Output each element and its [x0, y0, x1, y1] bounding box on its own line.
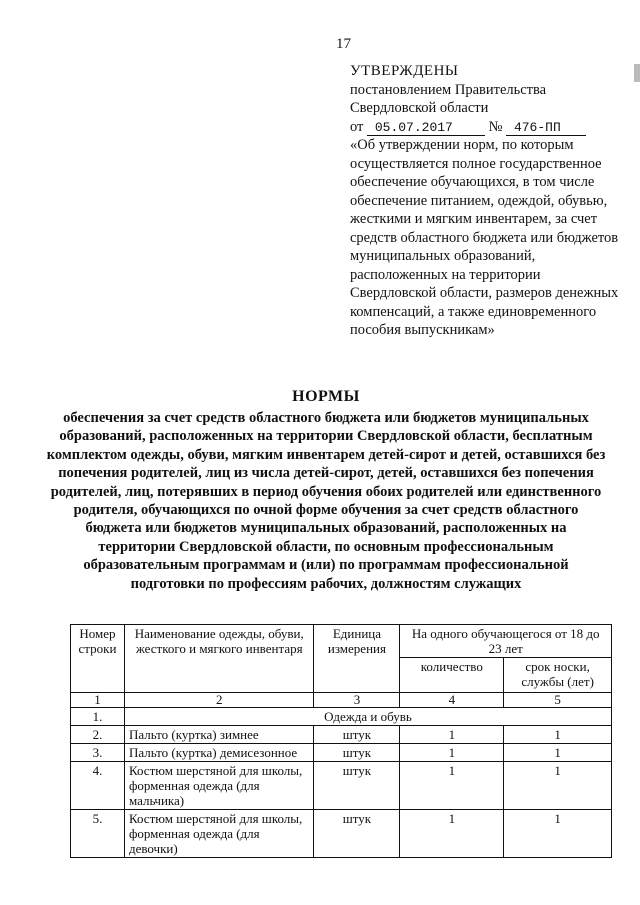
row-item-name: Пальто (куртка) зимнее: [124, 726, 314, 744]
table-row: [71, 726, 612, 744]
row-quantity: 1: [400, 726, 504, 744]
approval-line-2: Свердловской области: [350, 100, 489, 116]
row-number: 3.: [71, 744, 125, 762]
row-number: 2.: [71, 726, 125, 744]
row-item-name: Костюм шерстяной для школы, форменная одежда (для мальчика): [124, 762, 314, 810]
column-index: 4: [400, 693, 504, 708]
approval-line-1: постановлением Правительства: [350, 81, 547, 98]
header-per-student: На одного обучающегося от 18 до 23 лет: [400, 625, 612, 658]
document-title: НОРМЫ: [292, 388, 360, 405]
page-number: 17: [336, 36, 351, 52]
document-title-block: [40, 388, 612, 593]
row-wear-period: 1: [504, 744, 612, 762]
row-quantity: 1: [400, 744, 504, 762]
header-wear-period: срок носки, службы (лет): [504, 658, 612, 693]
column-index: 1: [71, 693, 125, 708]
table-row: [71, 762, 612, 810]
table-header-row: [71, 625, 612, 658]
header-row-number: Номер строки: [71, 625, 125, 693]
column-index-row: [71, 693, 612, 708]
header-item-name: Наименование одежды, обуви, жесткого и мягкого инвентаря: [124, 625, 314, 693]
scan-edge-mark: [634, 64, 640, 82]
row-unit: штук: [314, 762, 400, 810]
header-quantity: количество: [400, 658, 504, 693]
document-subtitle: обеспечения за счет средств областного бюджета или бюджетов муниципальных образований, расположенных на территории Свердловской области, бесплатным комплектом одежды, обуви, мягким инвентарем детей-сирот и детей, оставшихся без попечения родителей, лиц из числа детей-сирот, детей, оставшихся без попечения родителей, лиц, потерявших в период обучения обоих родителей или единственного родителя, обучающихся по очной форме обучения за счет средств областного бюджета или бюджетов муниципальных образований, расположенных на территории Свердловской области, по основным профессиональным образовательным программам и (или) по программам профессиональной подготовки по профессиям рабочих, должностям служащих: [46, 410, 606, 592]
row-number: 5.: [71, 810, 125, 858]
column-index: 5: [504, 693, 612, 708]
row-wear-period: 1: [504, 762, 612, 810]
approval-heading: УТВЕРЖДЕНЫ: [350, 63, 459, 79]
table-row: [71, 810, 612, 858]
column-index: 3: [314, 693, 400, 708]
row-quantity: 1: [400, 810, 504, 858]
approval-stamp: [350, 62, 620, 340]
row-number: 4.: [71, 762, 125, 810]
norms-table: [70, 624, 612, 858]
row-item-name: Пальто (куртка) демисезонное: [124, 744, 314, 762]
row-unit: штук: [314, 810, 400, 858]
header-unit: Единица измерения: [314, 625, 400, 693]
row-item-name: Костюм шерстяной для школы, форменная одежда (для девочки): [124, 810, 314, 858]
approval-date-line: [350, 118, 620, 137]
approval-date: 05.07.2017: [367, 121, 485, 136]
number-prefix: №: [488, 118, 503, 135]
table-row: [71, 744, 612, 762]
resolution-title: «Об утверждении норм, по которым осуществляется полное государственное обеспечение обучающихся, в том числе обеспечение питанием, одеждой, обувью, жесткими и мягким инвентарем, за счет средств областного бюджета или бюджетов муниципальных образований, расположенных на территории Свердловской области, размеров денежных компенсаций, а также единовременного пособия выпускникам»: [350, 137, 619, 338]
date-prefix: от: [350, 118, 364, 135]
row-quantity: 1: [400, 762, 504, 810]
section-label: Одежда и обувь: [124, 708, 611, 726]
section-row: [71, 708, 612, 726]
approval-number: 476-ПП: [506, 121, 586, 136]
column-index: 2: [124, 693, 314, 708]
row-unit: штук: [314, 744, 400, 762]
row-unit: штук: [314, 726, 400, 744]
section-number: 1.: [71, 708, 125, 726]
row-wear-period: 1: [504, 726, 612, 744]
row-wear-period: 1: [504, 810, 612, 858]
